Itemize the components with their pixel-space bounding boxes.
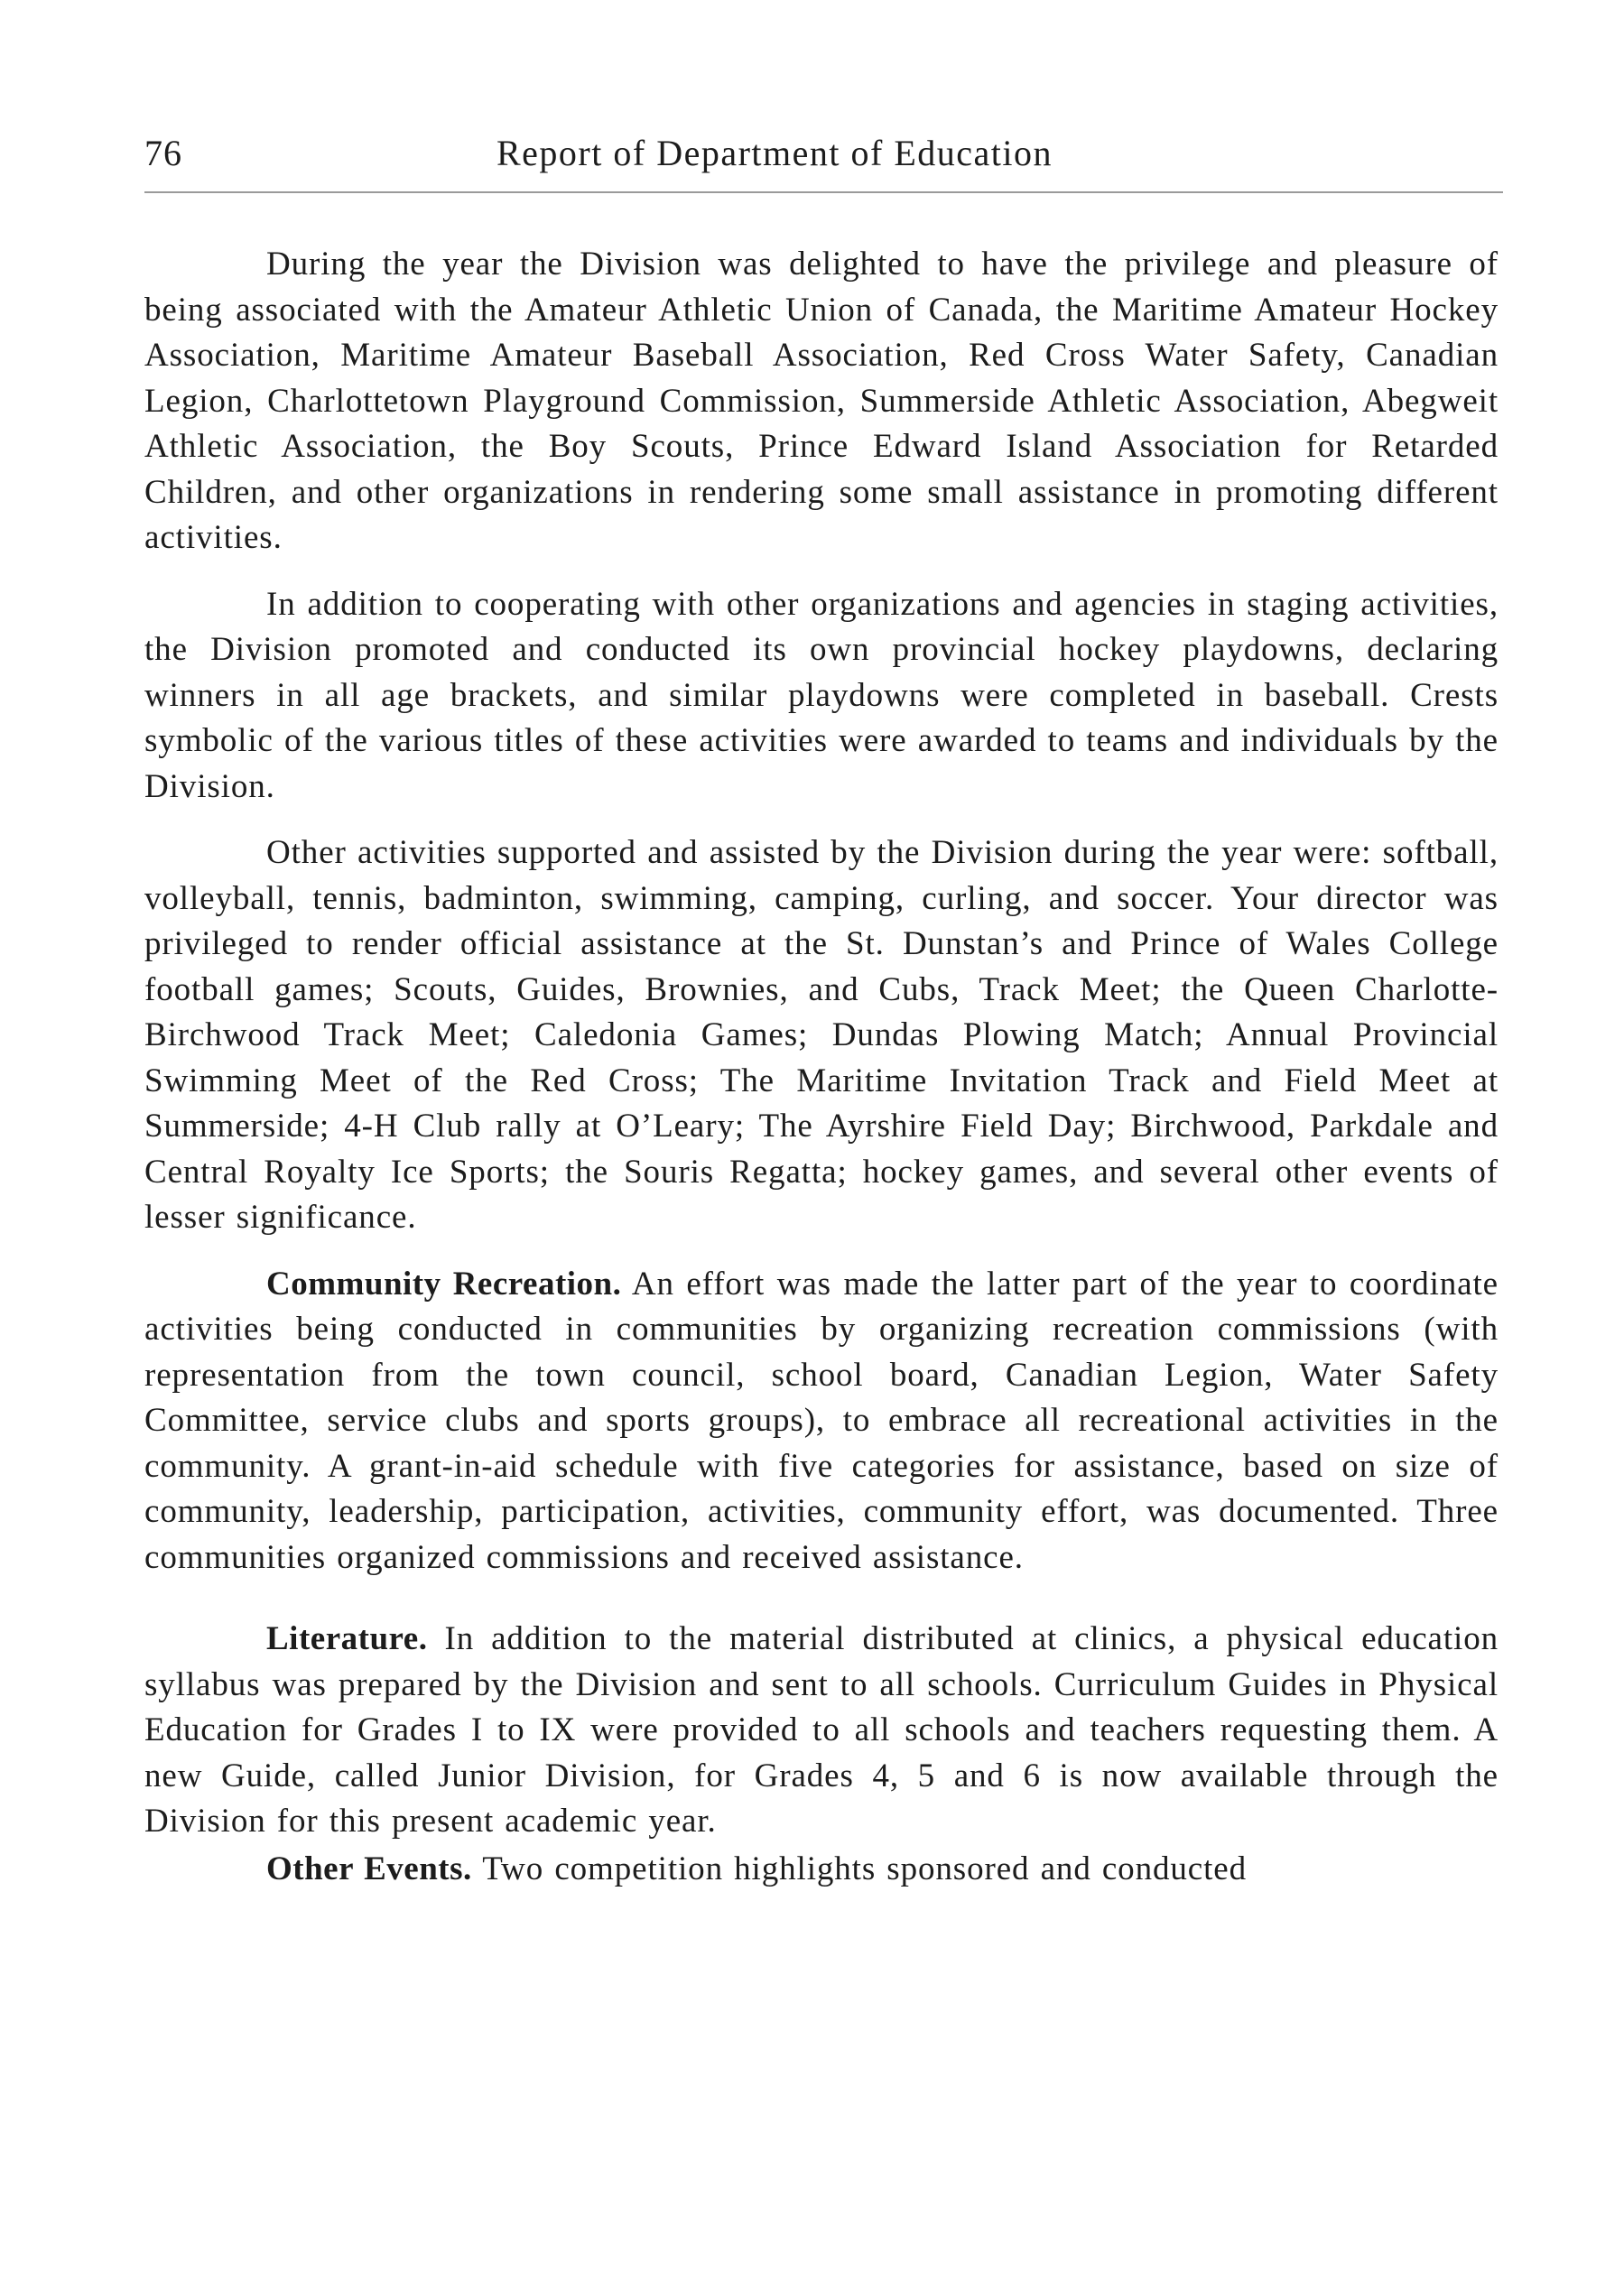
header-rule	[144, 191, 1503, 193]
paragraph-community-recreation	[144, 1262, 1499, 1581]
section-heading-other-events: Other Events.	[266, 1850, 472, 1887]
paragraph-text: An effort was made the latter part of the year to coordinate activities being conducted in communities by organizing recreation commissions (with representation from the town council, school board, Canadian Legion, Water Safety Committee, service clubs and sports groups), to embrace all recreational activities in the community. A grant-in-aid schedule with five categories for assistance, based on size of community, leadership, participation, activities, community effort, was documented. Three communities organized commissions and received assistance.	[144, 1265, 1499, 1576]
paragraph-literature	[144, 1617, 1499, 1845]
running-title: Report of Department of Education	[496, 133, 1053, 173]
paragraph-associations	[144, 242, 1499, 561]
running-header	[144, 132, 1499, 182]
section-heading-literature: Literature.	[266, 1620, 428, 1657]
paragraph-text: Other activities supported and assisted by the Division during the year were: softball, volleyball, tennis, badminton, swimming, camping, curling, and soccer. Your director was privileged to render official assistance at the St. Dunstan’s and Prince of Wales College football games; Scouts, Guides, Brownies, and Cubs, Track Meet; the Queen Charlotte-Birchwood Track Meet; Caledonia Games; Dundas Plowing Match; Annual Provincial Swimming Meet of the Red Cross; The Maritime Invitation Track and Field Meet at Summerside; 4-H Club rally at O’Leary; The Ayrshire Field Day; Birchwood, Parkdale and Central Royalty Ice Sports; the Souris Regatta; hockey games, and several other events of lesser significance.	[144, 834, 1499, 1236]
paragraph-text: In addition to the material distributed at clinics, a physical education syllabus was prepared by the Division and sent to all schools. Curriculum Guides in Physical Education for Grades I to IX were provided to all schools and teachers requesting them. A new Guide, called Junior Division, for Grades 4, 5 and 6 is now available through the Division for this present academic year.	[144, 1620, 1499, 1840]
paragraph-text: In addition to cooperating with other organizations and agencies in staging activities, the Division promoted and conducted its own provincial hockey playdowns, declaring winners in all age brackets, and similar playdowns were completed in baseball. Crests symbolic of the various titles of these activities were awarded to teams and individuals by the Division.	[144, 585, 1499, 805]
section-heading-community-recreation: Community Recreation.	[266, 1265, 622, 1303]
paragraph-text: During the year the Division was delighted to have the privilege and pleasure of being associated with the Amateur Athletic Union of Canada, the Maritime Amateur Hockey Association, Maritime Amateur Baseball Association, Red Cross Water Safety, Canadian Legion, Charlottetown Playground Commission, Summerside Athletic Association, Abegweit Athletic Association, the Boy Scouts, Prince Edward Island Association for Retarded Children, and other organizations in rendering some small assistance in promoting different activities.	[144, 246, 1499, 556]
page-number: 76	[144, 133, 182, 173]
paragraph-provincial-playdowns	[144, 582, 1499, 811]
paragraph-other-events	[144, 1847, 1499, 1893]
paragraph-other-activities	[144, 830, 1499, 1241]
paragraph-text: Two competition highlights sponsored and conducted	[482, 1850, 1248, 1887]
body-text	[144, 242, 1499, 1913]
